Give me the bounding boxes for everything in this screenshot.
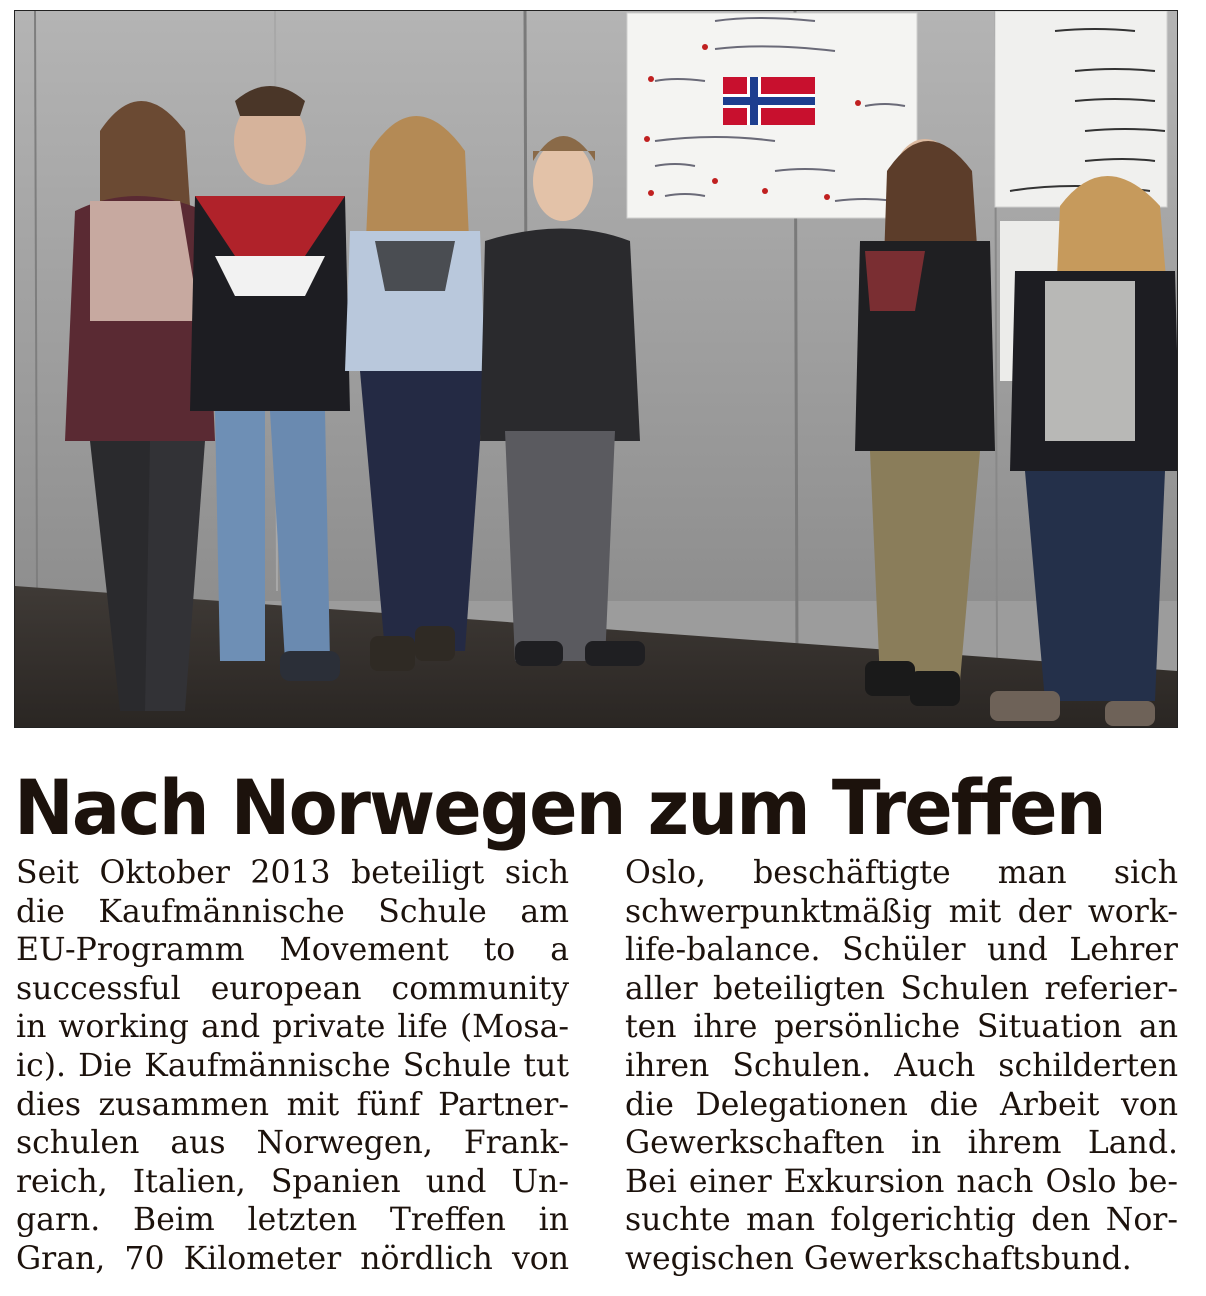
students-photo-illustration <box>15 11 1177 727</box>
body-line: successful european community <box>16 970 569 1007</box>
body-line: dies zusammen mit fünf Partner- <box>16 1086 569 1123</box>
body-line: in working and private life (Mosa- <box>16 1009 569 1046</box>
article-body-left-column <box>16 854 569 1279</box>
body-line: schulen aus Norwegen, Frank- <box>16 1125 569 1162</box>
body-line: Gran, 70 Kilometer nördlich von <box>16 1240 569 1277</box>
body-line: suchte man folgerichtig den Nor- <box>625 1202 1178 1239</box>
article-body-right-column <box>625 854 1178 1279</box>
body-line: Seit Oktober 2013 beteiligt sich <box>16 855 569 891</box>
body-line: life-balance. Schüler und Lehrer <box>625 932 1178 969</box>
article-headline: Nach Norwegen zum Treffen <box>14 763 1105 852</box>
body-line: schwerpunktmäßig mit der work- <box>625 893 1178 930</box>
body-line: garn. Beim letzten Treffen in <box>16 1202 569 1239</box>
body-line: Gewerkschaften in ihrem Land. <box>625 1125 1178 1162</box>
body-line: Oslo, beschäftigte man sich <box>625 855 1178 891</box>
body-line: die Kaufmännische Schule am <box>16 893 569 930</box>
norway-flag-icon <box>723 77 815 125</box>
article-photo <box>14 10 1178 728</box>
body-line: aller beteiligten Schulen referier- <box>625 970 1178 1007</box>
body-line: reich, Italien, Spanien und Un- <box>16 1163 569 1200</box>
body-line: ten ihre persönliche Situation an <box>625 1009 1178 1046</box>
body-line: EU-Programm Movement to a <box>16 932 569 969</box>
body-line: die Delegationen die Arbeit von <box>625 1086 1178 1123</box>
body-line: Bei einer Exkursion nach Oslo be- <box>625 1163 1178 1200</box>
body-line: ihren Schulen. Auch schilderten <box>625 1047 1178 1084</box>
body-line: ic). Die Kaufmännische Schule tut <box>16 1047 569 1084</box>
body-line: wegischen Gewerkschaftsbund. <box>625 1240 1132 1277</box>
